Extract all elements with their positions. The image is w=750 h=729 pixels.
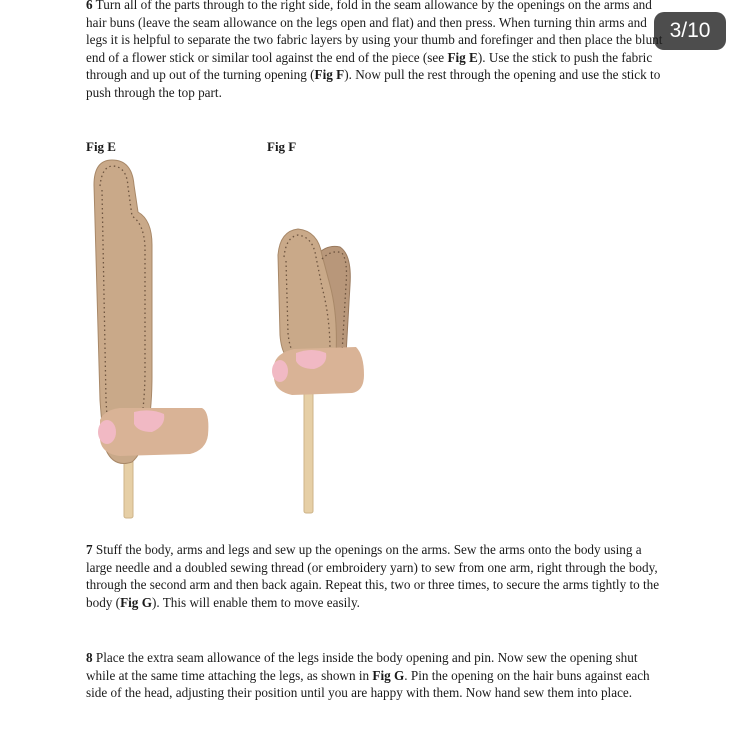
fig-e-illustration (80, 150, 210, 520)
flower-stick (304, 375, 313, 513)
fig-f-illustration (260, 215, 375, 515)
fingernail-left (272, 360, 288, 382)
fig-e-label: Fig E (86, 139, 116, 154)
step-text: Place the extra seam allowance of the legs inside the body opening and pin. Now sew the opening shut while at the same time attaching the legs, as shown in (86, 650, 638, 683)
step-8-paragraph (86, 649, 670, 702)
fig-f-label: Fig F (267, 139, 297, 154)
step-text: Stuff the body, arms and legs and sew up the openings on the arms. Sew the arms onto the body using a large needle and a doubled sewing thread (or embroidery yarn) to sew from one arm, right through the body, through the second arm and then back again. Repeat this, two or three times, to secure the arms tightly to the body ( (86, 542, 660, 610)
step-text: Turn all of the parts through to the right side, fold in the seam allowance by the openings on the arms and hair buns (leave the seam allowance on the legs open and flat) and then press. When turning thin arms and legs it is helpful to separate the two fabric layers by using your thumb and forefinger and then place the blunt end of a flower stick or similar tool against the end of the piece (see (86, 0, 663, 65)
step-text: ). Use the stick to push the fabric through and up out of the turning opening ( (86, 49, 653, 82)
step-number: 8 (86, 650, 93, 665)
step-number: 7 (86, 542, 93, 557)
figure-reference: Fig G (120, 594, 152, 610)
step-7-paragraph (86, 541, 670, 611)
step-text: ). This will enable them to move easily. (151, 594, 360, 610)
figure-reference: Fig G (372, 667, 405, 683)
step-text: . Pin the opening on the hair buns against each side of the head, adjusting their position until you are happy with them. Now hand sew them into place. (86, 667, 650, 700)
page-indicator-badge: 3/10 (654, 12, 726, 50)
figure-reference: Fig E (447, 49, 478, 65)
step-6-paragraph (86, 0, 670, 101)
figure-reference: Fig F (314, 67, 345, 82)
fingernail-left (98, 420, 116, 444)
step-text: ). Now pull the rest through the opening and use the stick to push through the top part. (86, 67, 661, 100)
step-number: 6 (86, 0, 93, 12)
